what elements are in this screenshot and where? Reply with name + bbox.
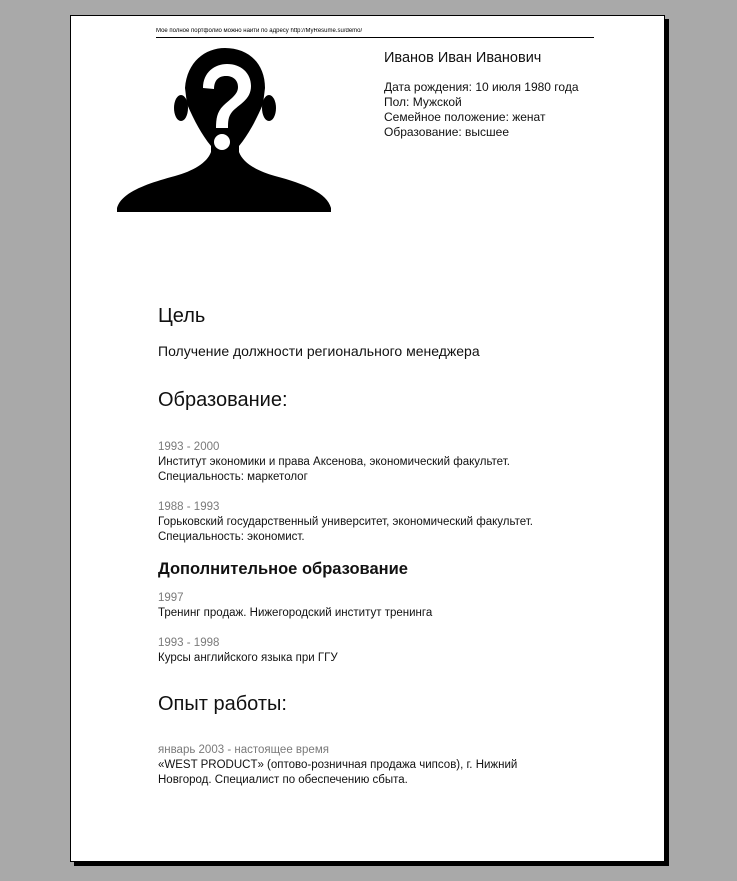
marital-status: Семейное положение: женат [384, 110, 546, 124]
experience-heading: Опыт работы: [158, 693, 287, 715]
resume-body [158, 304, 628, 788]
education-entry [158, 440, 628, 485]
goal-heading: Цель [158, 305, 206, 327]
additional-education-entry [158, 636, 628, 666]
education-heading: Образование: [158, 389, 288, 411]
personal-info [384, 50, 654, 140]
entry-line: Тренинг продаж. Нижегородский институт тренинга [158, 607, 433, 619]
entry-line: Специальность: маркетолог [158, 471, 308, 483]
experience-entry [158, 743, 628, 788]
entry-period: 1997 [158, 592, 184, 604]
full-name: Иванов Иван Иванович [384, 50, 542, 66]
resume-page [70, 15, 665, 862]
entry-period: 1988 - 1993 [158, 501, 220, 513]
entry-line: Горьковский государственный университет, экономический факультет. [158, 516, 533, 528]
education-entry [158, 500, 628, 545]
goal-text: Получение должности регионального менеджера [158, 343, 480, 359]
gender: Пол: Мужской [384, 95, 462, 109]
birth-date: Дата рождения: 10 июля 1980 года [384, 80, 579, 94]
entry-line: «WEST PRODUCT» (оптово-розничная продажа чипсов), г. Нижний [158, 759, 518, 771]
education-level: Образование: высшее [384, 125, 510, 139]
portfolio-link-note[interactable]: Мое полное портфолио можно найти по адресу http://MyResume.su/demo/ [156, 28, 594, 38]
entry-line: Курсы английского языка при ГГУ [158, 652, 338, 664]
additional-education-heading: Дополнительное образование [158, 560, 408, 578]
additional-education-entry [158, 591, 628, 621]
entry-period: январь 2003 - настоящее время [158, 744, 329, 756]
entry-line: Специальность: экономист. [158, 531, 305, 543]
entry-line: Институт экономики и права Аксенова, экономический факультет. [158, 456, 510, 468]
profile-photo-placeholder [115, 48, 333, 212]
entry-period: 1993 - 2000 [158, 441, 220, 453]
entry-line: Новгород. Специалист по обеспечению сбыта. [158, 774, 408, 786]
unknown-person-icon [115, 48, 333, 212]
entry-period: 1993 - 1998 [158, 637, 220, 649]
